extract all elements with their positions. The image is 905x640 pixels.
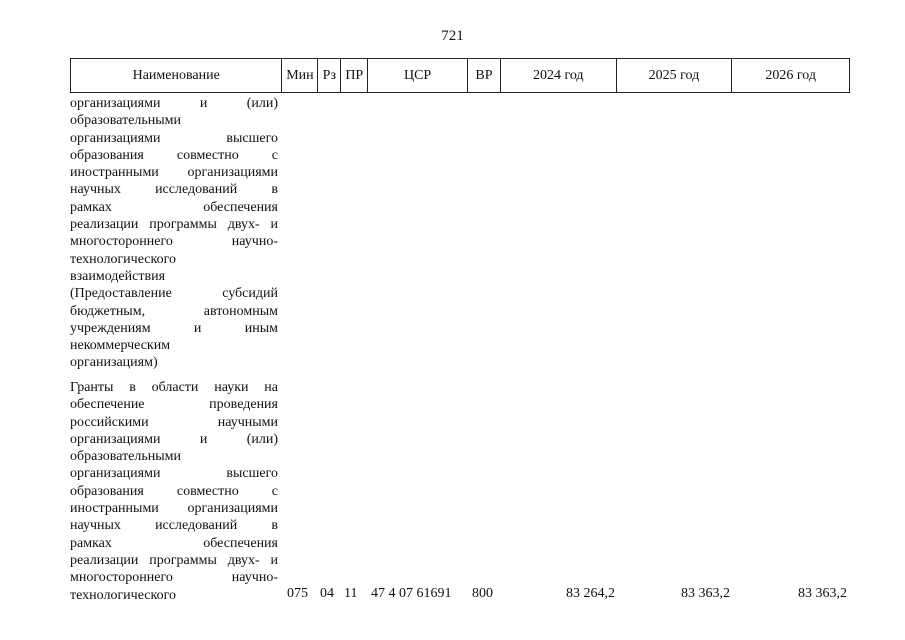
row-name-continued	[70, 95, 278, 372]
header-rz: Рз	[318, 59, 341, 92]
name-line: (Предоставление субсидий	[70, 286, 278, 302]
name-line: российскими научными	[70, 414, 278, 430]
header-vr: ВР	[468, 59, 501, 92]
name-line: организациям)	[70, 355, 158, 371]
header-pr: ПР	[341, 59, 368, 92]
cell-year-2024: 83 264,2	[566, 586, 615, 601]
name-line: образовательными	[70, 449, 182, 465]
cell-min: 075	[287, 586, 308, 601]
name-line: обеспечение проведения	[70, 397, 278, 413]
name-line: Гранты в области науки на	[70, 380, 278, 395]
name-line: бюджетным, автономным	[70, 303, 278, 319]
row-name-grants	[70, 379, 278, 604]
name-line: организациями и (или)	[70, 431, 278, 447]
name-line: иностранными организациями	[70, 501, 278, 517]
name-line: образования совместно с	[70, 147, 278, 163]
page-number: 721	[441, 28, 464, 44]
header-csr: ЦСР	[368, 59, 468, 92]
name-line: организациями высшего	[70, 466, 278, 482]
header-name: Наименование	[71, 59, 282, 92]
cell-pr: 11	[344, 586, 358, 601]
table-header	[70, 58, 850, 93]
cell-year-2025: 83 363,2	[681, 586, 730, 601]
name-line: технологического	[70, 251, 176, 267]
name-line: реализации программы двух- и	[70, 552, 278, 568]
cell-year-2026: 83 363,2	[798, 586, 847, 601]
name-line: организациями и (или)	[70, 96, 278, 111]
name-line: рамках обеспечения	[70, 199, 278, 215]
name-line: учреждениям и иным	[70, 320, 278, 336]
name-line: научных исследований в	[70, 182, 278, 198]
cell-rz: 04	[320, 586, 334, 601]
header-year-2026: 2026 год	[765, 67, 816, 83]
table-row	[0, 585, 905, 603]
name-line: многостороннего научно-	[70, 570, 278, 586]
name-line: взаимодействия	[70, 268, 166, 284]
name-line: реализации программы двух- и	[70, 217, 278, 233]
cell-vr: 800	[472, 586, 493, 601]
header-year-2024: 2024 год	[501, 59, 617, 92]
name-line: образовательными	[70, 113, 182, 129]
name-line: технологического	[70, 587, 176, 603]
name-line: иностранными организациями	[70, 165, 278, 181]
name-line: многостороннего научно-	[70, 234, 278, 250]
name-line: организациями высшего	[70, 130, 278, 146]
name-line: некоммерческим	[70, 338, 171, 354]
cell-csr: 47 4 07 61691	[371, 586, 452, 601]
header-min: Мин	[282, 59, 318, 92]
header-year-2025: 2025 год	[617, 59, 733, 92]
name-line: рамках обеспечения	[70, 535, 278, 551]
name-line: научных исследований в	[70, 518, 278, 534]
name-line: образования совместно с	[70, 483, 278, 499]
